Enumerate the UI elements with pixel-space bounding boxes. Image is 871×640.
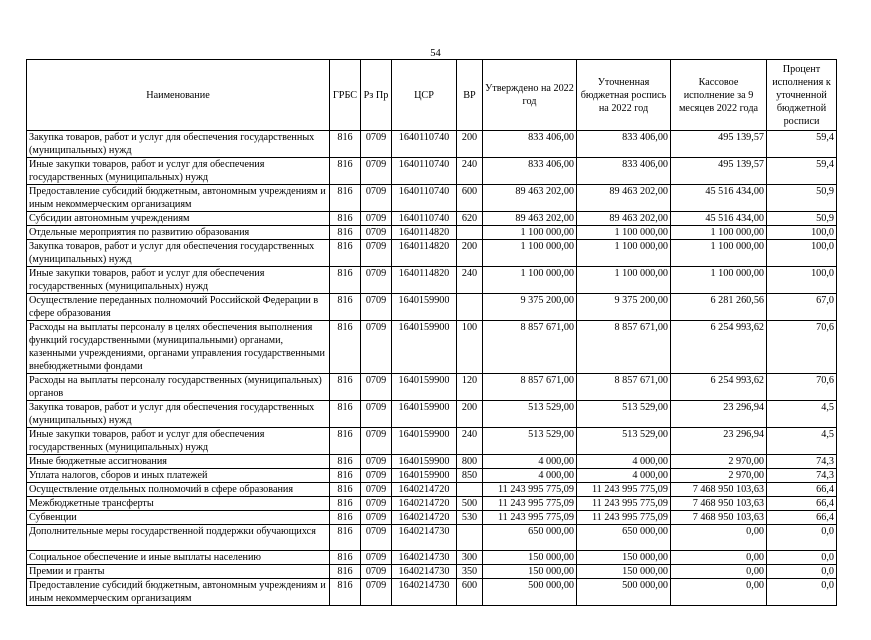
cell-grbs: 816 [330,294,361,321]
cell-rzpr: 0709 [361,579,392,606]
cell-rzpr: 0709 [361,565,392,579]
cell-refined: 513 529,00 [577,401,671,428]
cell-cash: 6 254 993,62 [671,374,767,401]
cell-approved: 513 529,00 [483,428,577,455]
cell-cash: 6 281 260,56 [671,294,767,321]
cell-vr: 850 [457,469,483,483]
cell-rzpr: 0709 [361,525,392,551]
cell-approved: 513 529,00 [483,401,577,428]
cell-csr: 1640159900 [392,401,457,428]
cell-grbs: 816 [330,226,361,240]
cell-refined: 11 243 995 775,09 [577,511,671,525]
cell-refined: 500 000,00 [577,579,671,606]
cell-percent: 67,0 [767,294,837,321]
cell-csr: 1640110740 [392,131,457,158]
cell-percent: 59,4 [767,131,837,158]
table-row [27,131,837,158]
page-number: 54 [430,48,441,59]
cell-grbs: 816 [330,579,361,606]
cell-percent: 0,0 [767,579,837,606]
cell-rzpr: 0709 [361,469,392,483]
cell-grbs: 816 [330,267,361,294]
cell-percent: 100,0 [767,267,837,294]
header-name: Наименование [27,60,330,131]
table-row [27,240,837,267]
cell-refined: 513 529,00 [577,428,671,455]
header-rzpr: Рз Пр [361,60,392,131]
cell-cash: 1 100 000,00 [671,267,767,294]
cell-grbs: 816 [330,551,361,565]
cell-name: Предоставление субсидий бюджетным, автономным учреждениям и иным некоммерческим организациям [27,579,330,606]
cell-grbs: 816 [330,321,361,374]
cell-refined: 150 000,00 [577,565,671,579]
cell-approved: 9 375 200,00 [483,294,577,321]
cell-csr: 1640214720 [392,483,457,497]
cell-cash: 1 100 000,00 [671,240,767,267]
cell-name: Социальное обеспечение и иные выплаты населению [27,551,330,565]
table-row [27,455,837,469]
cell-cash: 6 254 993,62 [671,321,767,374]
cell-percent: 4,5 [767,428,837,455]
cell-name: Расходы на выплаты персоналу в целях обеспечения выполнения функций государственными (муниципальными) органами, казенными учреждениями, органами управления государственными внебюджетными фондами [27,321,330,374]
cell-rzpr: 0709 [361,483,392,497]
cell-refined: 4 000,00 [577,469,671,483]
table-row [27,565,837,579]
cell-cash: 495 139,57 [671,131,767,158]
cell-csr: 1640159900 [392,469,457,483]
cell-name: Иные закупки товаров, работ и услуг для обеспечения государственных (муниципальных) нужд [27,428,330,455]
cell-vr: 500 [457,497,483,511]
cell-vr [457,525,483,551]
cell-vr [457,483,483,497]
cell-cash: 45 516 434,00 [671,212,767,226]
table-header-row [27,60,837,131]
table-row [27,511,837,525]
header-percent: Процент исполнения к уточненной бюджетной росписи [767,60,837,131]
table-row [27,428,837,455]
cell-cash: 495 139,57 [671,158,767,185]
cell-grbs: 816 [330,455,361,469]
cell-percent: 0,0 [767,565,837,579]
cell-vr: 240 [457,267,483,294]
table-row [27,267,837,294]
cell-vr: 240 [457,158,483,185]
cell-refined: 650 000,00 [577,525,671,551]
cell-grbs: 816 [330,374,361,401]
cell-vr: 240 [457,428,483,455]
cell-vr: 300 [457,551,483,565]
table-row [27,294,837,321]
cell-csr: 1640114820 [392,226,457,240]
cell-name: Отдельные мероприятия по развитию образования [27,226,330,240]
cell-name: Закупка товаров, работ и услуг для обеспечения государственных (муниципальных) нужд [27,401,330,428]
cell-cash: 0,00 [671,551,767,565]
cell-name: Субсидии автономным учреждениям [27,212,330,226]
cell-csr: 1640159900 [392,321,457,374]
cell-vr: 600 [457,579,483,606]
cell-name: Премии и гранты [27,565,330,579]
table-row [27,212,837,226]
cell-rzpr: 0709 [361,551,392,565]
cell-approved: 4 000,00 [483,469,577,483]
cell-csr: 1640214730 [392,525,457,551]
cell-csr: 1640214730 [392,579,457,606]
cell-name: Межбюджетные трансферты [27,497,330,511]
cell-refined: 833 406,00 [577,131,671,158]
cell-csr: 1640114820 [392,240,457,267]
cell-percent: 66,4 [767,483,837,497]
table-body [27,131,837,606]
cell-cash: 7 468 950 103,63 [671,497,767,511]
cell-csr: 1640214720 [392,497,457,511]
cell-refined: 11 243 995 775,09 [577,497,671,511]
cell-refined: 1 100 000,00 [577,240,671,267]
cell-grbs: 816 [330,428,361,455]
cell-approved: 650 000,00 [483,525,577,551]
cell-grbs: 816 [330,185,361,212]
cell-vr [457,294,483,321]
cell-vr: 530 [457,511,483,525]
cell-rzpr: 0709 [361,212,392,226]
cell-vr: 100 [457,321,483,374]
cell-percent: 74,3 [767,455,837,469]
cell-refined: 89 463 202,00 [577,185,671,212]
cell-rzpr: 0709 [361,131,392,158]
header-vr: ВР [457,60,483,131]
cell-refined: 11 243 995 775,09 [577,483,671,497]
cell-name: Закупка товаров, работ и услуг для обеспечения государственных (муниципальных) нужд [27,131,330,158]
cell-cash: 2 970,00 [671,469,767,483]
cell-rzpr: 0709 [361,267,392,294]
cell-name: Осуществление отдельных полномочий в сфере образования [27,483,330,497]
cell-cash: 7 468 950 103,63 [671,511,767,525]
cell-percent: 100,0 [767,226,837,240]
cell-rzpr: 0709 [361,497,392,511]
cell-cash: 7 468 950 103,63 [671,483,767,497]
cell-percent: 0,0 [767,551,837,565]
cell-cash: 1 100 000,00 [671,226,767,240]
cell-name: Иные закупки товаров, работ и услуг для обеспечения государственных (муниципальных) нужд [27,267,330,294]
cell-vr [457,226,483,240]
cell-rzpr: 0709 [361,455,392,469]
cell-csr: 1640214730 [392,551,457,565]
cell-vr: 620 [457,212,483,226]
cell-vr: 200 [457,401,483,428]
cell-grbs: 816 [330,565,361,579]
cell-percent: 70,6 [767,321,837,374]
cell-rzpr: 0709 [361,158,392,185]
table-row [27,226,837,240]
header-csr: ЦСР [392,60,457,131]
cell-grbs: 816 [330,131,361,158]
cell-percent: 0,0 [767,525,837,551]
cell-approved: 1 100 000,00 [483,267,577,294]
cell-cash: 23 296,94 [671,401,767,428]
cell-csr: 1640114820 [392,267,457,294]
budget-execution-table [26,59,837,606]
cell-approved: 11 243 995 775,09 [483,511,577,525]
cell-approved: 150 000,00 [483,551,577,565]
cell-grbs: 816 [330,240,361,267]
cell-grbs: 816 [330,511,361,525]
cell-cash: 23 296,94 [671,428,767,455]
table-row [27,483,837,497]
cell-grbs: 816 [330,158,361,185]
cell-csr: 1640110740 [392,212,457,226]
cell-percent: 66,4 [767,497,837,511]
cell-name: Субвенции [27,511,330,525]
cell-name: Предоставление субсидий бюджетным, автономным учреждениям и иным некоммерческим организациям [27,185,330,212]
cell-approved: 1 100 000,00 [483,240,577,267]
cell-percent: 66,4 [767,511,837,525]
cell-csr: 1640214730 [392,565,457,579]
cell-csr: 1640214720 [392,511,457,525]
cell-refined: 9 375 200,00 [577,294,671,321]
cell-grbs: 816 [330,212,361,226]
cell-vr: 800 [457,455,483,469]
cell-approved: 8 857 671,00 [483,374,577,401]
cell-cash: 45 516 434,00 [671,185,767,212]
cell-approved: 500 000,00 [483,579,577,606]
cell-approved: 150 000,00 [483,565,577,579]
cell-cash: 0,00 [671,565,767,579]
cell-rzpr: 0709 [361,511,392,525]
cell-rzpr: 0709 [361,240,392,267]
cell-approved: 8 857 671,00 [483,321,577,374]
cell-csr: 1640159900 [392,455,457,469]
cell-grbs: 816 [330,497,361,511]
cell-grbs: 816 [330,469,361,483]
cell-grbs: 816 [330,525,361,551]
cell-rzpr: 0709 [361,401,392,428]
header-refined: Уточненная бюджетная роспись на 2022 год [577,60,671,131]
cell-name: Иные бюджетные ассигнования [27,455,330,469]
cell-percent: 74,3 [767,469,837,483]
cell-name: Расходы на выплаты персоналу государственных (муниципальных) органов [27,374,330,401]
cell-refined: 8 857 671,00 [577,321,671,374]
cell-cash: 2 970,00 [671,455,767,469]
cell-vr: 350 [457,565,483,579]
cell-csr: 1640159900 [392,428,457,455]
cell-name: Иные закупки товаров, работ и услуг для обеспечения государственных (муниципальных) нужд [27,158,330,185]
cell-refined: 1 100 000,00 [577,267,671,294]
cell-percent: 70,6 [767,374,837,401]
cell-refined: 89 463 202,00 [577,212,671,226]
table-row [27,401,837,428]
table-row [27,497,837,511]
cell-csr: 1640110740 [392,158,457,185]
table-row [27,185,837,212]
cell-percent: 50,9 [767,212,837,226]
cell-grbs: 816 [330,401,361,428]
cell-refined: 4 000,00 [577,455,671,469]
cell-csr: 1640110740 [392,185,457,212]
cell-rzpr: 0709 [361,321,392,374]
cell-csr: 1640159900 [392,374,457,401]
cell-name: Закупка товаров, работ и услуг для обеспечения государственных (муниципальных) нужд [27,240,330,267]
cell-rzpr: 0709 [361,428,392,455]
header-cash: Кассовое исполнение за 9 месяцев 2022 года [671,60,767,131]
cell-vr: 200 [457,131,483,158]
cell-rzpr: 0709 [361,185,392,212]
cell-refined: 1 100 000,00 [577,226,671,240]
cell-approved: 833 406,00 [483,131,577,158]
cell-approved: 833 406,00 [483,158,577,185]
cell-refined: 833 406,00 [577,158,671,185]
cell-refined: 150 000,00 [577,551,671,565]
header-grbs: ГРБС [330,60,361,131]
cell-csr: 1640159900 [392,294,457,321]
table-row [27,551,837,565]
cell-percent: 50,9 [767,185,837,212]
cell-refined: 8 857 671,00 [577,374,671,401]
cell-approved: 1 100 000,00 [483,226,577,240]
cell-name: Уплата налогов, сборов и иных платежей [27,469,330,483]
table-row [27,579,837,606]
cell-approved: 89 463 202,00 [483,212,577,226]
cell-cash: 0,00 [671,579,767,606]
table-row [27,525,837,551]
cell-approved: 11 243 995 775,09 [483,497,577,511]
cell-cash: 0,00 [671,525,767,551]
cell-name: Дополнительные меры государственной поддержки обучающихся [27,525,330,551]
cell-approved: 4 000,00 [483,455,577,469]
table-row [27,321,837,374]
cell-approved: 89 463 202,00 [483,185,577,212]
cell-percent: 59,4 [767,158,837,185]
cell-percent: 4,5 [767,401,837,428]
table-row [27,374,837,401]
cell-approved: 11 243 995 775,09 [483,483,577,497]
cell-rzpr: 0709 [361,294,392,321]
cell-vr: 120 [457,374,483,401]
table-row [27,469,837,483]
cell-percent: 100,0 [767,240,837,267]
cell-name: Осуществление переданных полномочий Российской Федерации в сфере образования [27,294,330,321]
cell-rzpr: 0709 [361,374,392,401]
header-approved: Утверждено на 2022 год [483,60,577,131]
cell-grbs: 816 [330,483,361,497]
cell-rzpr: 0709 [361,226,392,240]
cell-vr: 200 [457,240,483,267]
table-row [27,158,837,185]
cell-vr: 600 [457,185,483,212]
